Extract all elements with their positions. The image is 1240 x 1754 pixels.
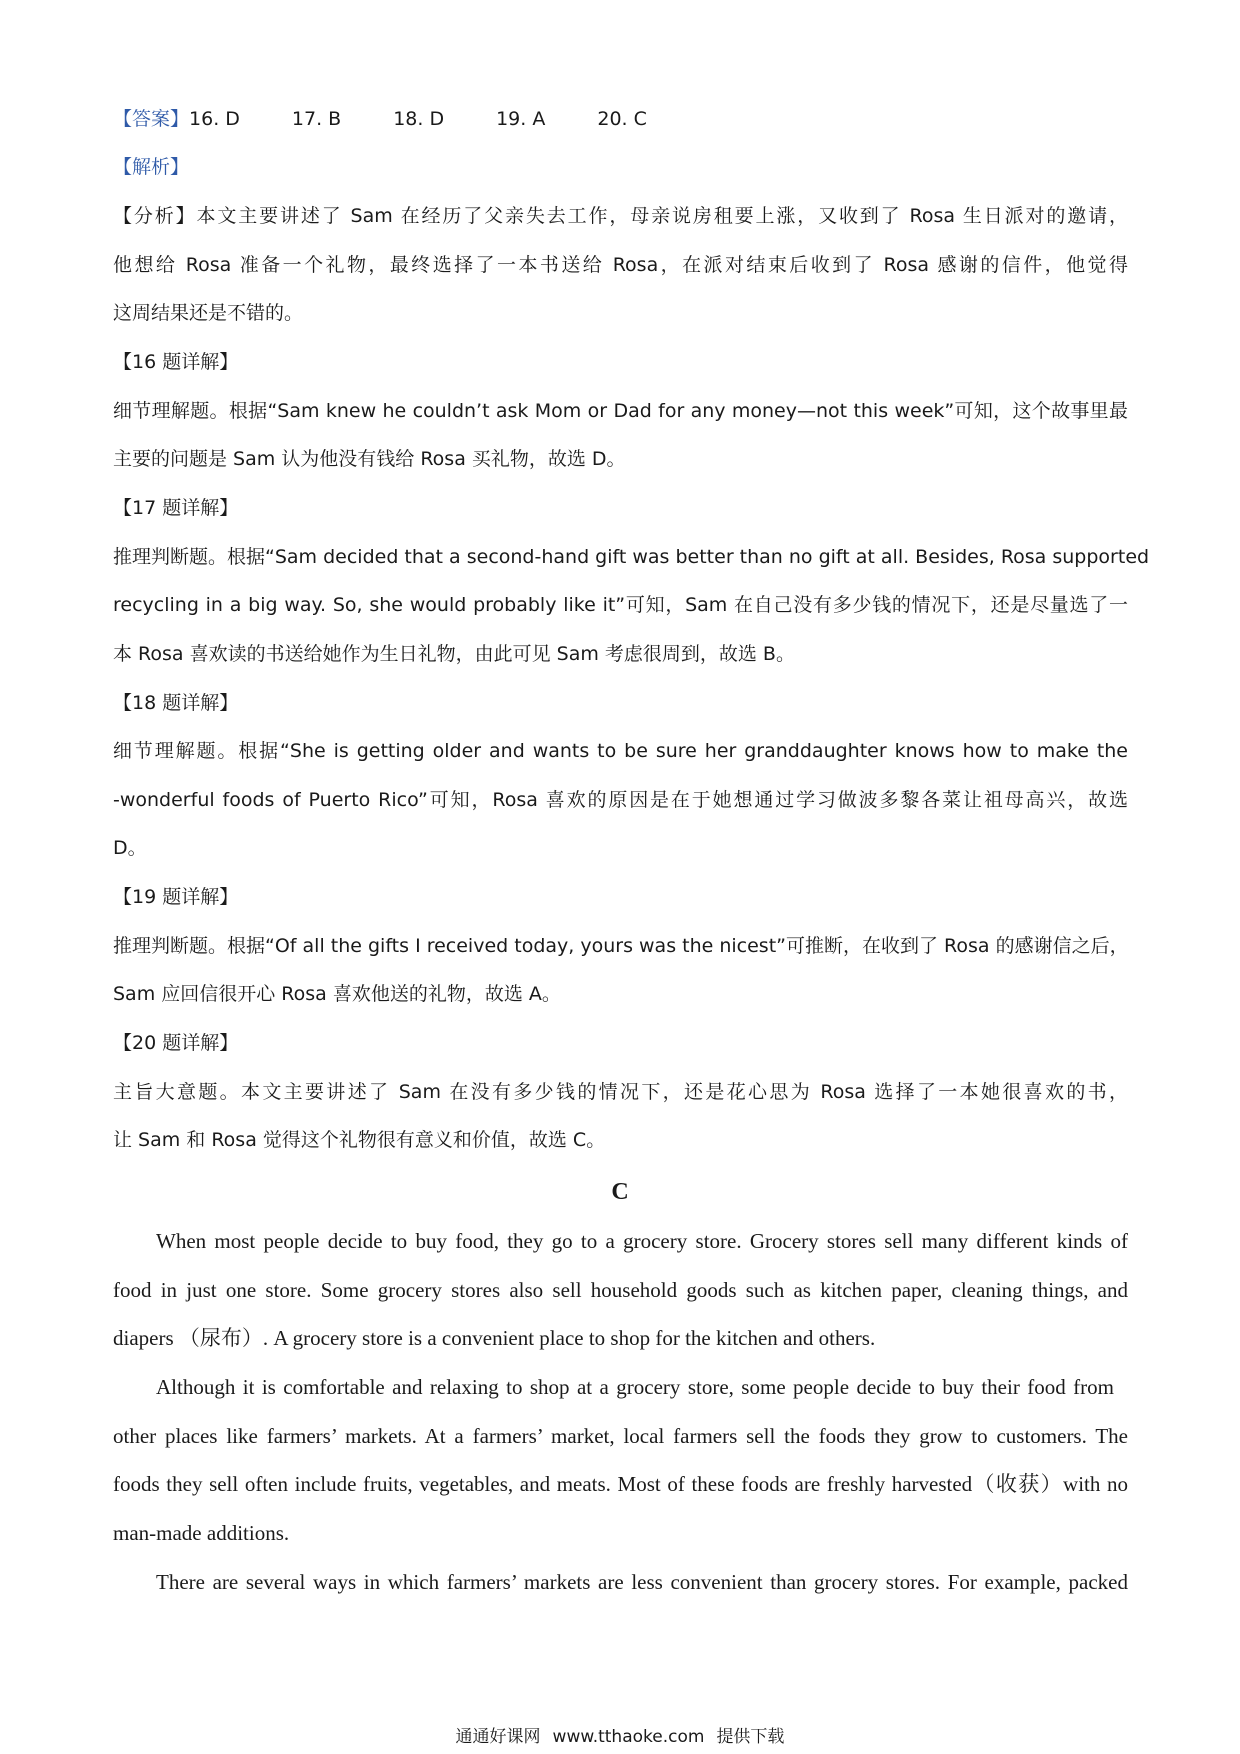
q19-heading: 【19 题详解】 xyxy=(113,886,239,908)
q16-line-2: 主要的问题是 Sam 认为他没有钱给 Rosa 买礼物，故选 D。 xyxy=(113,448,626,470)
summary-line-2: 他想给 Rosa 准备一个礼物，最终选择了一本书送给 Rosa，在派对结束后收到了 Rosa 感谢的信件，他觉得 xyxy=(113,254,1128,276)
q16-heading: 【16 题详解】 xyxy=(113,351,239,373)
q17-heading: 【17 题详解】 xyxy=(113,497,239,519)
passage-line-5: other places like farmers’ markets. At a farmers’ market, local farmers sell the foods they grow to customers. The xyxy=(113,1424,1128,1448)
passage-line-7: man-made additions. xyxy=(113,1521,290,1545)
answer-20: 20. C xyxy=(597,108,647,130)
q20-heading: 【20 题详解】 xyxy=(113,1032,239,1054)
analysis-label: 【解析】 xyxy=(113,156,190,178)
passage-line-1: When most people decide to buy food, they go to a grocery store. Grocery stores sell many different kinds of xyxy=(156,1229,1128,1253)
passage-line-4: Although it is comfortable and relaxing to shop at a grocery store, some people decide to buy their food from xyxy=(156,1375,1114,1399)
passage-line-8: There are several ways in which farmers’ markets are less convenient than grocery stores. For example, packed xyxy=(156,1570,1128,1594)
q19-line-2: Sam 应回信很开心 Rosa 喜欢他送的礼物，故选 A。 xyxy=(113,983,561,1005)
q18-line-2: -wonderful foods of Puerto Rico”可知，Rosa 喜欢的原因是在于她想通过学习做波多黎各菜让祖母高兴，故选 xyxy=(113,789,1128,811)
footer-url[interactable]: www.tthaoke.com xyxy=(552,1727,705,1747)
passage-line-2: food in just one store. Some grocery stores also sell household goods such as kitchen paper, cleaning things, and xyxy=(113,1278,1128,1302)
q18-heading: 【18 题详解】 xyxy=(113,692,239,714)
q20-line-2: 让 Sam 和 Rosa 觉得这个礼物很有意义和价值，故选 C。 xyxy=(113,1129,606,1151)
passage-line-3: diapers （尿布）. A grocery store is a convenient place to shop for the kitchen and others. xyxy=(113,1326,876,1350)
answer-19: 19. A xyxy=(496,108,546,130)
answer-17: 17. B xyxy=(291,108,342,130)
summary-line-1: 【分析】本文主要讲述了 Sam 在经历了父亲失去工作，母亲说房租要上涨，又收到了 Rosa 生日派对的邀请， xyxy=(113,205,1128,227)
q18-line-3: D。 xyxy=(113,837,147,859)
answer-line xyxy=(113,104,1128,134)
answer-label: 【答案】 xyxy=(113,108,190,130)
q17-line-3: 本 Rosa 喜欢读的书送给她作为生日礼物，由此可见 Sam 考虑很周到，故选 B。 xyxy=(113,643,795,665)
footer-site-name: 通通好课网 xyxy=(455,1727,541,1747)
q17-line-2: recycling in a big way. So, she would probably like it”可知，Sam 在自己没有多少钱的情况下，还是尽量选了一 xyxy=(113,594,1128,616)
summary-label: 【分析】 xyxy=(113,205,197,227)
q17-line-1: 推理判断题。根据“Sam decided that a second-hand gift was better than no gift at all. Besides, Rosa supported xyxy=(113,546,1150,568)
q16-line-1: 细节理解题。根据“Sam knew he couldn’t ask Mom or Dad for any money—not this week”可知，这个故事里最 xyxy=(113,400,1128,422)
q20-line-1: 主旨大意题。本文主要讲述了 Sam 在没有多少钱的情况下，还是花心思为 Rosa 选择了一本她很喜欢的书， xyxy=(113,1081,1128,1103)
footer-note: 提供下载 xyxy=(716,1727,785,1747)
answer-16: 16. D xyxy=(189,108,240,130)
passage-line-6: foods they sell often include fruits, vegetables, and meats. Most of these foods are freshly harvested（收获）with no xyxy=(113,1472,1128,1496)
q18-line-1: 细节理解题。根据“She is getting older and wants to be sure her granddaughter knows how to make the xyxy=(113,740,1128,762)
summary-line-3: 这周结果还是不错的。 xyxy=(113,302,304,324)
passage-heading: C xyxy=(611,1179,629,1205)
q19-line-1: 推理判断题。根据“Of all the gifts I received today, yours was the nicest”可推断，在收到了 Rosa 的感谢信之后， xyxy=(113,935,1129,957)
answer-18: 18. D xyxy=(393,108,445,130)
page-footer xyxy=(0,1725,1240,1749)
